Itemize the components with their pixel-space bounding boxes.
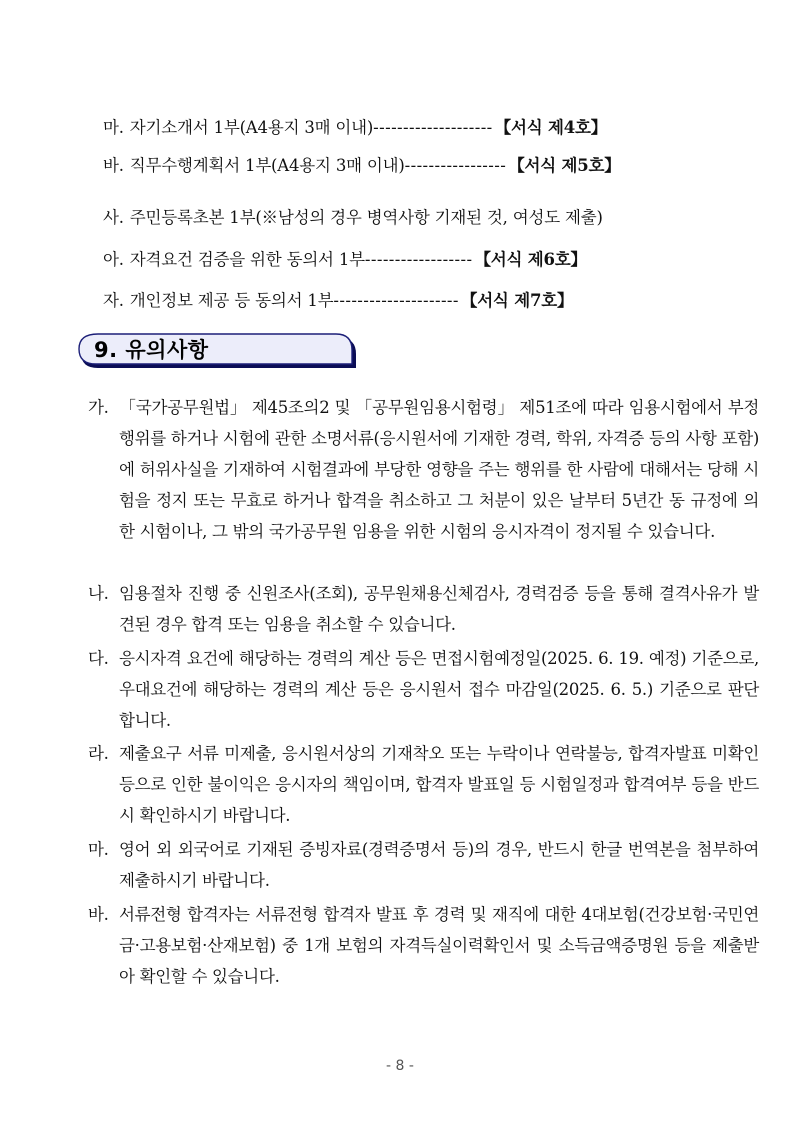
note-item-f bbox=[88, 899, 759, 992]
document-item-label: 바. bbox=[103, 156, 124, 175]
page-number: - 8 - bbox=[386, 1058, 414, 1074]
document-item-label: 마. bbox=[103, 118, 124, 137]
note-label: 나. bbox=[88, 584, 109, 603]
section-title: 9. 유의사항 bbox=[94, 338, 209, 362]
note-text: 영어 외 외국어로 기재된 증빙자료(경력증명서 등)의 경우, 반드시 한글 번역본을 첨부하여 제출하시기 바랍니다. bbox=[119, 840, 759, 890]
note-label: 라. bbox=[88, 744, 109, 763]
document-item-f bbox=[103, 155, 723, 177]
note-text: 임용절차 진행 중 신원조사(조회), 공무원채용신체검사, 경력검증 등을 통해 결격사유가 발견된 경우 합격 또는 임용을 취소할 수 있습니다. bbox=[119, 584, 759, 634]
note-label: 가. bbox=[88, 398, 109, 417]
document-item-label: 사. bbox=[103, 208, 124, 227]
document-item-text: 개인정보 제공 등 동의서 1부 bbox=[129, 291, 334, 310]
form-reference: 【서식 제5호】 bbox=[508, 156, 621, 175]
leader-dashes: ----------------- bbox=[404, 156, 507, 175]
note-text: 제출요구 서류 미제출, 응시원서상의 기재착오 또는 누락이나 연락불능, 합격자발표 미확인 등으로 인한 불이익은 응시자의 책임이며, 합격자 발표일 등 시험일정과 합격여부 등을 반드시 확인하시기 바랍니다. bbox=[119, 744, 759, 825]
note-label: 다. bbox=[88, 649, 109, 668]
note-item-c bbox=[88, 643, 759, 736]
note-text: 「국가공무원법」 제45조의2 및 「공무원임용시험령」 제51조에 따라 임용시험에서 부정행위를 하거나 시험에 관한 소명서류(응시원서에 기재한 경력, 학위, 자격증 등의 사항 포함)에 허위사실을 기재하여 시험결과에 부당한 영향을 주는 행위를 한 사람에 대해서는 당해 시험을 정지 또는 무효로 하거나 합격을 취소하고 그 처분이 있은 날부터 5년간 동 규정에 의한 시험이나, 그 밖의 국가공무원 임용을 위한 시험의 응시자격이 정지될 수 있습니다. bbox=[119, 398, 759, 541]
note-text: 서류전형 합격자는 서류전형 합격자 발표 후 경력 및 재직에 대한 4대보험(건강보험·국민연금·고용보험·산재보험) 중 1개 보험의 자격득실이력확인서 및 소득금액증명원 등을 제출받아 확인할 수 있습니다. bbox=[119, 905, 759, 986]
note-item-e bbox=[88, 834, 759, 896]
form-reference: 【서식 제4호】 bbox=[494, 118, 608, 137]
document-item-text: 직무수행계획서 1부(A4용지 3매 이내) bbox=[129, 156, 405, 175]
document-item-text: 자격요건 검증을 위한 동의서 1부 bbox=[129, 250, 365, 269]
note-label: 바. bbox=[88, 905, 109, 924]
document-item-g bbox=[103, 207, 723, 229]
section-header bbox=[78, 333, 358, 367]
document-item-h bbox=[103, 249, 723, 271]
document-item-label: 아. bbox=[103, 250, 124, 269]
document-item-e bbox=[103, 117, 723, 139]
leader-dashes: --------------------- bbox=[333, 291, 459, 310]
document-item-i bbox=[103, 290, 723, 312]
leader-dashes: ------------------ bbox=[364, 250, 473, 269]
note-text: 응시자격 요건에 해당하는 경력의 계산 등은 면접시험예정일(2025. 6. 19. 예정) 기준으로, 우대요건에 해당하는 경력의 계산 등은 응시원서 접수 마감일(2025. 6. 5.) 기준으로 판단합니다. bbox=[119, 649, 759, 730]
note-item-b bbox=[88, 578, 759, 640]
note-item-d bbox=[88, 738, 759, 831]
form-reference: 【서식 제6호】 bbox=[474, 250, 587, 269]
note-item-a bbox=[88, 392, 759, 547]
document-item-text: 자기소개서 1부(A4용지 3매 이내) bbox=[129, 118, 374, 137]
leader-dashes: -------------------- bbox=[373, 118, 493, 137]
document-item-text: 주민등록초본 1부(※남성의 경우 병역사항 기재된 것, 여성도 제출) bbox=[129, 208, 603, 227]
form-reference: 【서식 제7호】 bbox=[460, 291, 574, 310]
document-item-label: 자. bbox=[103, 291, 124, 310]
note-label: 마. bbox=[88, 840, 109, 859]
